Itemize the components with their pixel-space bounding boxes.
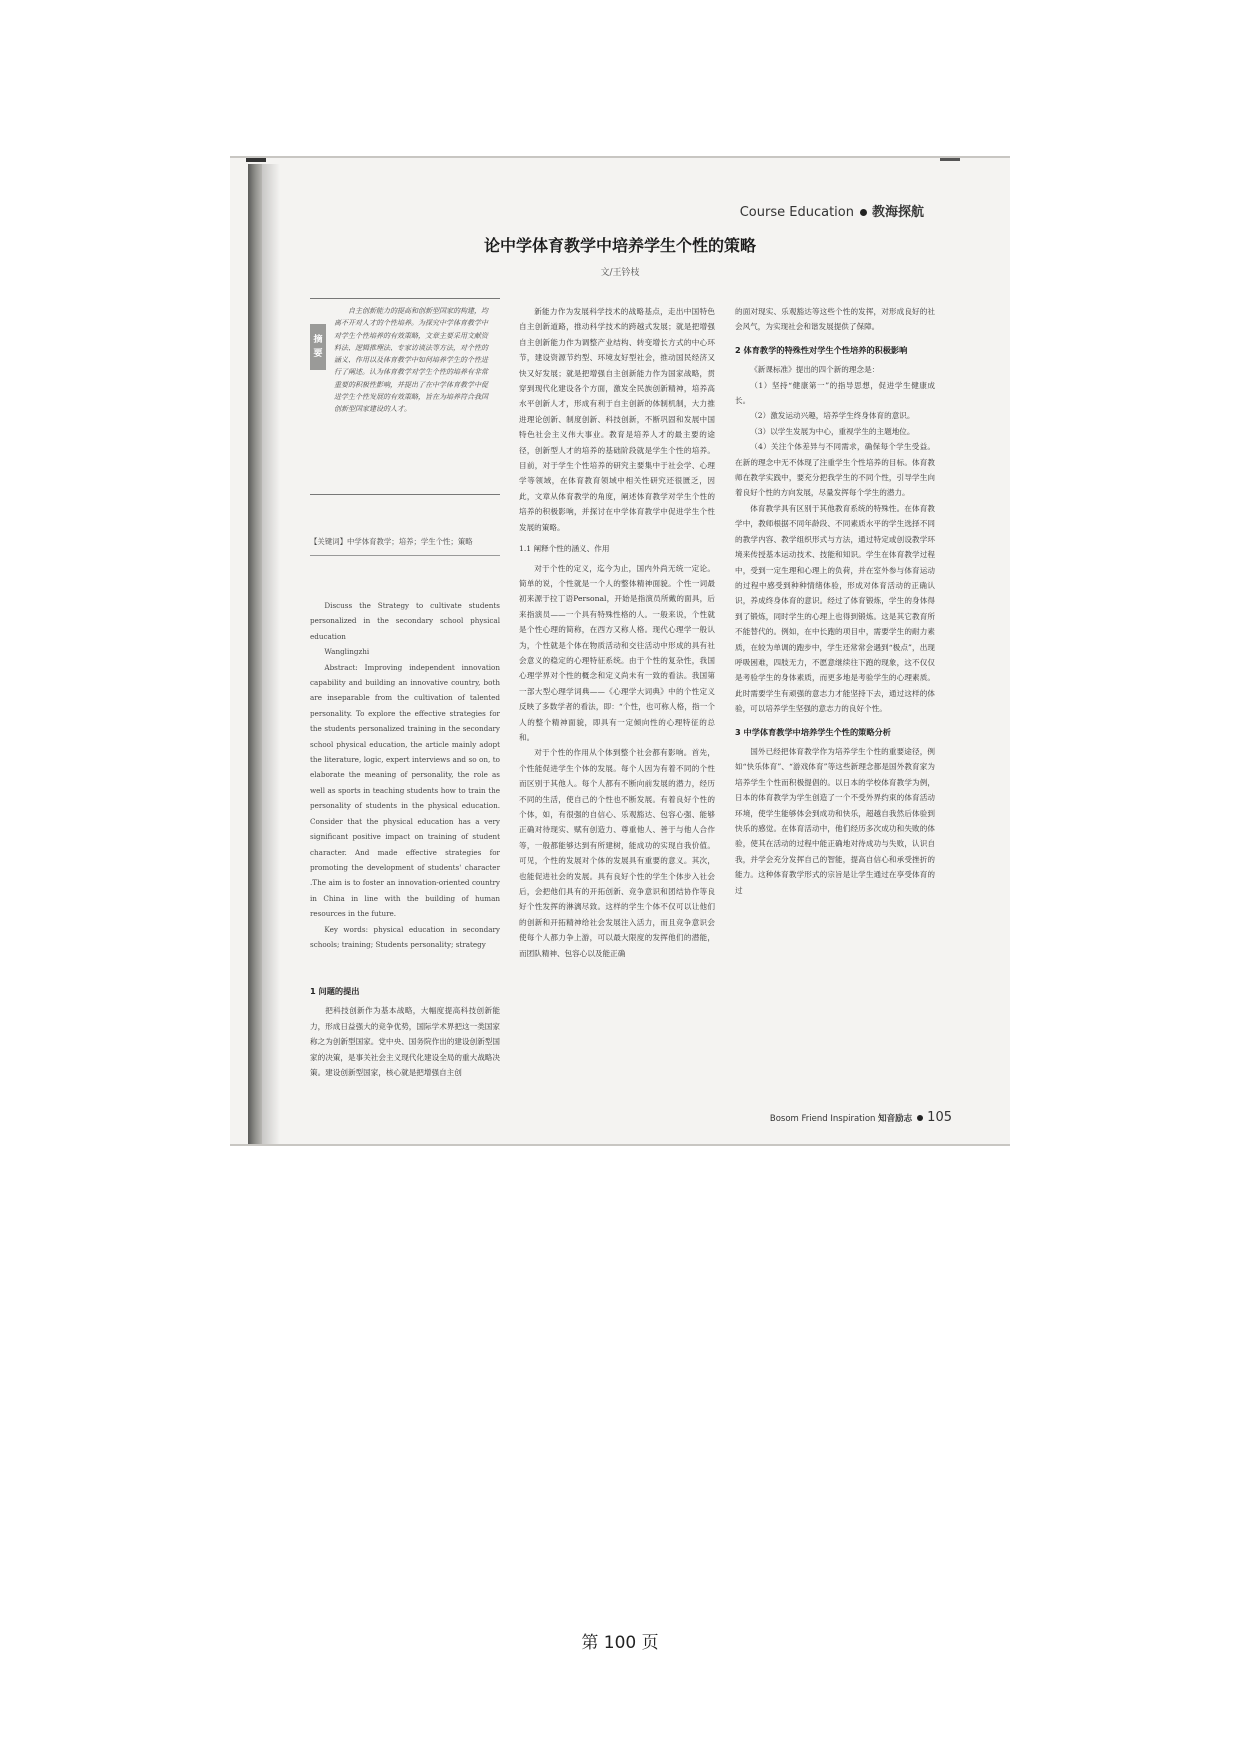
- bullet-icon: [917, 1115, 923, 1121]
- subsection-heading: 1.1 阐释个性的涵义、作用: [519, 544, 610, 554]
- paragraph: 对于个性的作用从个体到整个社会都有影响。首先，个性能促进学生个体的发展。每个人因为有着不同的个性而区别于其他人。每个人都有不断向前发展的潜力，经历不同的生活，使自己的个性也不断发展。有着良好个性的个体，如，有很强的自信心、乐观豁达、包容心强、能够正确对待现实、赋有创造力、尊重他人、善于与他人合作等，一般都能够达到有所建树，能成功的实现自我价值。可见，个性的发展对个体的发展具有重要的意义。其次，也能促进社会的发展。具有良好个性的学生个体步入社会后，会把他们具有的开拓创新、竞争意识和团结协作等良好个性发挥的淋漓尽致。这样的学生个体不仅可以让他们的创新和开拓精神给社会发展注入活力，而且竞争意识会使每个人都力争上游，可以最大限度的发挥他们的潜能，而团队精神、包容心以及能正确: [519, 748, 715, 958]
- abstract-text: 自主创新能力的提高和创新型国家的构建，均离不开对人才的个性培养。为探究中学体育教学中对学生个性培养的有效策略，文章主要采用文献资料法、逻辑推理法、专家访谈法等方法，对个性的涵义、作用以及体育教学中如何培养学生的个性进行了阐述。认为体育教学对学生个性的培养有非常重要的积极性影响，并提出了在中学体育教学中促进学生个性发展的有效策略，旨在为培养符合我国创新型国家建设的人才。: [334, 307, 488, 414]
- english-keywords: Key words: physical education in secondary schools; training; Students personality; strategy: [310, 924, 500, 949]
- header-english: Course Education: [739, 205, 854, 220]
- abstract-label-bottom: 要: [313, 349, 323, 359]
- english-title: Discuss the Strategy to cultivate students personalized in the secondary school physical education: [310, 601, 500, 641]
- scan-edge-mark: [246, 158, 266, 162]
- english-author: Wanglingzhi: [324, 647, 370, 657]
- running-header: [740, 201, 924, 220]
- english-abstract: [310, 598, 500, 952]
- scan-edge-mark: [940, 158, 960, 161]
- paragraph: 对于个性的定义，迄今为止，国内外尚无统一定论。简单的说，个性就是一个人的整体精神面貌。个性一词最初来源于拉丁语Personal，开始是指演员所戴的面具，后来指演员——一个具有特殊性格的人。一般来说，个性就是个性心理的简称，在西方又称人格。现代心理学一般认为，个性就是个体在物质活动和交往活动中形成的具有社会意义的稳定的心理特征系统。由于个性的复杂性，我国心理学界对个性的概念和定义尚未有一致的看法。我国第一部大型心理学词典——《心理学大词典》中的个性定义反映了多数学者的看法，即：“个性，也可称人格，指一个人的整个精神面貌，即具有一定倾向性的心理特征的总和。: [519, 563, 715, 742]
- article-title: 论中学体育教学中培养学生个性的策略: [483, 236, 756, 255]
- paragraph: 的面对现实、乐观豁达等这些个性的发挥，对形成良好的社会风气，为实现社会和谐发展提供了保障。: [735, 307, 935, 332]
- paragraph: （2）激发运动兴趣，培养学生终身体育的意识。: [750, 411, 915, 421]
- page-spine-gradient: [262, 164, 280, 1144]
- footer-english: Bosom Friend Inspiration: [769, 1114, 876, 1124]
- page-spine-shadow: [248, 164, 262, 1144]
- document-page-number: 第 100 页: [581, 1633, 659, 1653]
- paragraph: 新能力作为发展科学技术的战略基点，走出中国特色自主创新道路，推动科学技术的跨越式发展；就是把增强自主创新能力作为调整产业结构、转变增长方式的中心环节，建设资源节约型、环境友好型社会，推动国民经济又快又好发展；就是把增强自主创新能力作为国家战略，贯穿到现代化建设各个方面，激发全民族创新精神，培养高水平创新人才，形成有利于自主创新的体制机制，大力推进理论创新、制度创新、科技创新，不断巩固和发展中国特色社会主义伟大事业。教育是培养人才的最主要的途径，创新型人才的培养的基础阶段就是学生个性的培养。目前，对于学生个性培养的研究主要集中于社会学、心理学等领域，在体育教育领域中相关性研究还很匮乏，因此，文章从体育教学的角度，阐述体育教学对学生个性的培养的积极影响，并探讨在中学体育教学中促进学生个性发展的策略。: [519, 307, 715, 532]
- abstract-box: [310, 298, 500, 495]
- middle-column: [519, 304, 715, 961]
- paragraph: 体育教学具有区别于其他教育系统的特殊性。在体育教学中，教师根据不同年龄段、不同素质水平的学生选择不同的教学内容、教学组织形式与方法，通过特定或创设教学环境来传授基本运动技术、技能和知识。学生在体育教学过程中，受到一定生理和心理上的负荷，并在室外参与体育运动的过程中感受到种种情绪体验，形成对体育活动的正确认识，养成终身体育的意识。经过了体育锻炼，学生的身体得到了锻炼，同时学生的心理上也得到锻炼。这是其它教育所不能替代的。例如，在中长跑的项目中，需要学生的耐力素质，在较为单调的跑步中，学生还常常会遇到“极点”，出现呼吸困难，四肢无力，不愿意继续往下跑的现象，这不仅仅是考验学生的身体素质，而更多地是考验学生的心理素质。此时需要学生有顽强的意志力才能坚持下去，通过这样的体验，可以培养学生坚强的意志力的良好个性。: [735, 503, 935, 714]
- paragraph: （3）以学生发展为中心，重视学生的主题地位。: [750, 426, 915, 436]
- right-column: [735, 304, 935, 898]
- english-abstract-text: Abstract: Improving independent innovation capability and building an innovative country, both are inseparable from the cultivation of talented personality. To explore the effective strategies for the students personalized training in the secondary school physical education, the article mainly adopt the literature, logic, expert interviews and so on, to elaborate the meaning of personality, the role as well as sports in teaching students how to train the personality of students in the physical education. Consider that the physical education has a very significant positive impact on training of student character. And made effective strategies for promoting the development of students' character .The aim is to foster an innovation-oriented country in China in line with the building of human resources in the future.: [310, 662, 500, 919]
- paragraph: 把科技创新作为基本战略，大幅度提高科技创新能力，形成日益强大的竞争优势，国际学术界把这一类国家称之为创新型国家。党中央、国务院作出的建设创新型国家的决策，是事关社会主义现代化建设全局的重大战略决策。建设创新型国家，核心就是把增强自主创: [310, 1006, 500, 1078]
- bullet-icon: [860, 209, 867, 216]
- running-footer: [770, 1110, 952, 1125]
- footer-chinese: 知音励志: [878, 1114, 913, 1124]
- magazine-page-number: 105: [927, 1110, 952, 1125]
- section-heading: 1 问题的提出: [310, 986, 360, 996]
- paragraph: （1）坚持“健康第一”的指导思想，促进学生健康成长。: [735, 380, 935, 406]
- paragraph: 国外已经把体育教学作为培养学生个性的重要途径，例如“快乐体育”、“游戏体育”等这些新理念都是国外教育家为培养学生个性而积极提倡的。以日本的学校体育教学为例，日本的体育教学为学生创造了一个不受外界约束的体育活动环境，使学生能够体会到成功和快乐，超越自我然后体验到快乐的感觉。在体育活动中，他们经历多次成功和失败的体验，使其在活动的过程中能正确地对待成功与失败，认识自我，并学会充分发挥自己的智能，提高自信心和承受挫折的能力。这种体育教学形式的宗旨是让学生通过在享受体育的过: [735, 746, 935, 895]
- section-heading: 2 体育教学的特殊性对学生个性培养的积极影响: [735, 344, 908, 355]
- paragraph: 《新课标准》提出的四个新的理念是：: [750, 365, 880, 375]
- abstract-label-top: 摘: [313, 335, 323, 345]
- paragraph: （4）关注个体差异与不同需求，确保每个学生受益。在新的理念中无不体现了注重学生个性培养的目标。体育教师在教学实践中，要充分把我学生的不同个性，引导学生向着良好个性的方向发展，尽量发挥每个学生的潜力。: [735, 442, 935, 498]
- header-chinese: 教海探航: [871, 205, 924, 220]
- section-heading: 3 中学体育教学中培养学生个性的策略分析: [735, 726, 891, 737]
- abstract-label: [310, 324, 326, 370]
- scanned-magazine-page: [230, 156, 1010, 1146]
- article-author: 文/王钤枝: [600, 268, 640, 278]
- left-column-body: [310, 976, 500, 1080]
- keywords: 【关键词】中学体育教学；培养；学生个性；策略: [310, 534, 500, 556]
